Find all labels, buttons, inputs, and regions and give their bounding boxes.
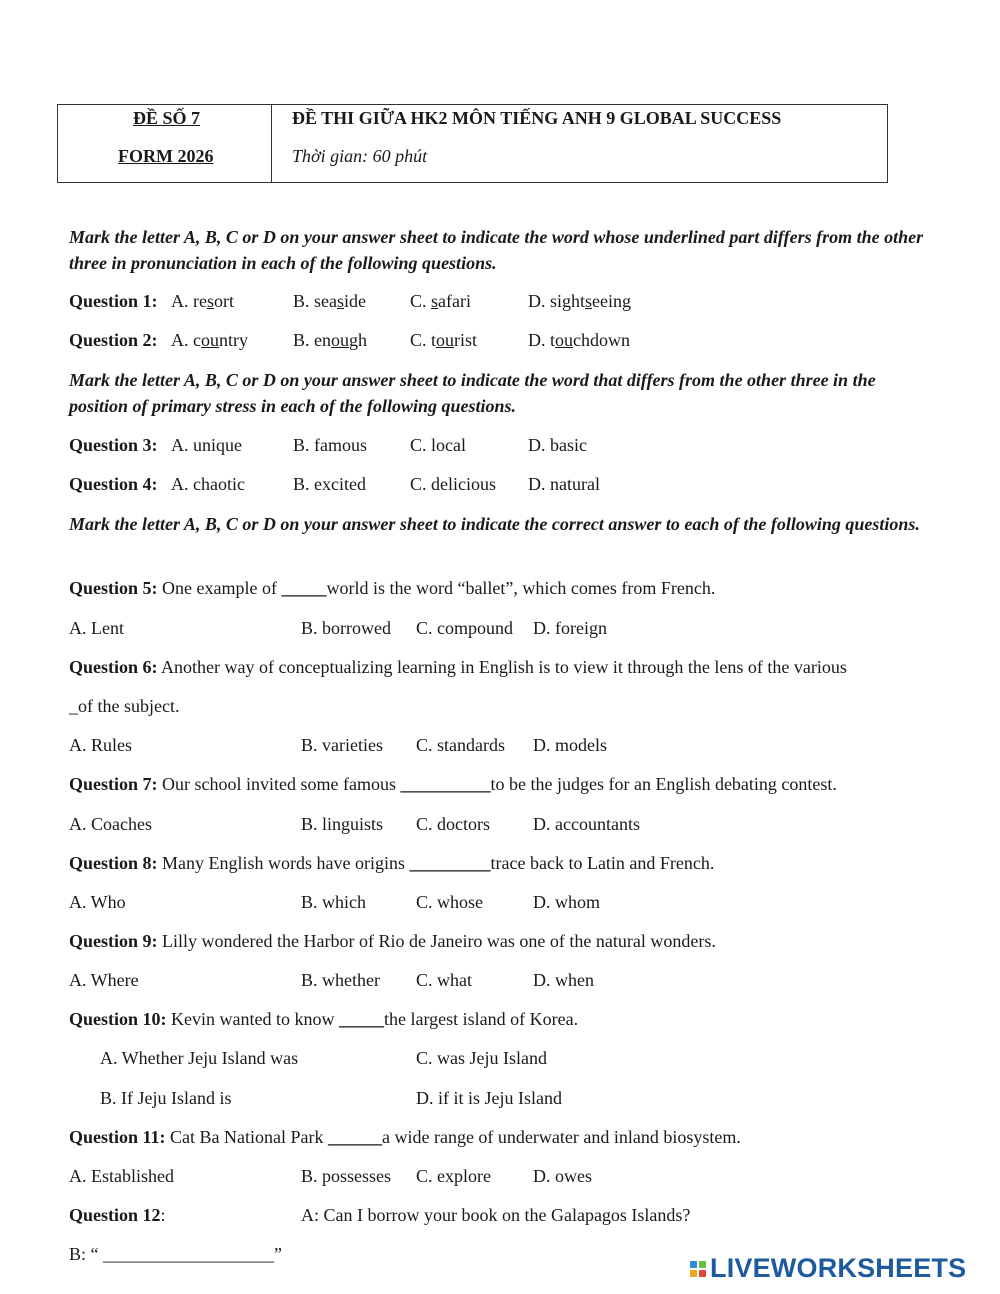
option-d[interactable]: D. foreign	[533, 618, 607, 638]
option-a[interactable]: A. resort	[171, 291, 234, 311]
option-c[interactable]: C. what	[416, 970, 472, 990]
answer-blank: _____	[281, 578, 327, 598]
option-a[interactable]: A. Coaches	[69, 814, 152, 834]
option-d[interactable]: D. natural	[528, 474, 600, 494]
question-11: Question 11: Cat Ba National Park ______a wide range of underwater and inland biosystem.	[69, 1127, 741, 1147]
option-b[interactable]: B. linguists	[301, 814, 384, 834]
option-b[interactable]: B. excited	[293, 474, 366, 494]
instruction-stress: Mark the letter A, B, C or D on your answer sheet to indicate the word that differs from the other three in the position of primary stress in each of the following questions.	[69, 370, 876, 416]
option-d[interactable]: D. basic	[528, 435, 587, 455]
header-divider	[271, 105, 272, 182]
option-c[interactable]: C. whose	[416, 892, 483, 912]
option-c[interactable]: C. delicious	[410, 474, 496, 494]
option-b[interactable]: B. enough	[293, 330, 367, 350]
question-8: Question 8: Many English words have origins _________trace back to Latin and French.	[69, 853, 715, 873]
option-d[interactable]: D. owes	[533, 1166, 592, 1186]
option-a[interactable]: A. Who	[69, 892, 126, 912]
logo-icon	[690, 1261, 706, 1277]
answer-blank: __________	[400, 774, 491, 794]
question-4: Question 4:	[69, 474, 158, 494]
question-12: Question 12:	[69, 1205, 166, 1225]
exam-form: FORM 2026	[118, 146, 214, 166]
exam-title: ĐỀ THI GIỮA HK2 MÔN TIẾNG ANH 9 GLOBAL SUCCESS	[292, 108, 782, 128]
option-b[interactable]: B. borrowed	[301, 618, 391, 638]
instruction-pronunciation: Mark the letter A, B, C or D on your answer sheet to indicate the word whose underlined part differs from the other three in pronunciation in each of the following questions.	[69, 227, 924, 273]
option-a[interactable]: A. Whether Jeju Island was	[100, 1048, 299, 1068]
option-d[interactable]: D. accountants	[533, 814, 640, 834]
question-6: Question 6: Another way of conceptualizing learning in English is to view it through the lens of the various	[69, 657, 847, 677]
option-d[interactable]: D. whom	[533, 892, 600, 912]
option-c[interactable]: C. doctors	[416, 814, 490, 834]
option-b[interactable]: B. seaside	[293, 291, 367, 311]
exam-number: ĐỀ SỐ 7	[133, 108, 201, 128]
question-6-continuation: _of the subject.	[69, 696, 180, 716]
answer-blank: _________	[409, 853, 491, 873]
liveworksheets-logo	[690, 1253, 966, 1284]
option-c[interactable]: C. was Jeju Island	[416, 1048, 547, 1068]
option-b[interactable]: B. whether	[301, 970, 380, 990]
option-b[interactable]: B. varieties	[301, 735, 383, 755]
option-a[interactable]: A. unique	[171, 435, 242, 455]
question-5: Question 5: One example of _____world is the word “ballet”, which comes from French.	[69, 578, 716, 598]
option-c[interactable]: C. tourist	[410, 330, 478, 350]
answer-blank: ______	[327, 1127, 382, 1147]
option-b[interactable]: B. famous	[293, 435, 367, 455]
option-d[interactable]: D. when	[533, 970, 594, 990]
question-label: Question 2:	[69, 330, 158, 350]
option-a[interactable]: A. country	[171, 330, 248, 350]
question-9: Question 9: Lilly wondered the Harbor of Rio de Janeiro was one of the natural wonders.	[69, 931, 716, 951]
question-12-prompt: A: Can I borrow your book on the Galapagos Islands?	[301, 1205, 691, 1225]
question-7: Question 7: Our school invited some famous __________to be the judges for an English debating contest.	[69, 774, 837, 794]
answer-blank: _____	[338, 1009, 384, 1029]
option-d[interactable]: D. if it is Jeju Island	[416, 1088, 562, 1108]
option-a[interactable]: A. chaotic	[171, 474, 245, 494]
question-1	[69, 291, 158, 312]
option-c[interactable]: C. safari	[410, 291, 471, 311]
instruction-correct-answer: Mark the letter A, B, C or D on your answer sheet to indicate the correct answer to each of the following questions.	[69, 514, 920, 534]
option-c[interactable]: C. local	[410, 435, 466, 455]
question-10: Question 10: Kevin wanted to know _____the largest island of Korea.	[69, 1009, 579, 1029]
option-c[interactable]: C. compound	[416, 618, 513, 638]
option-a[interactable]: A. Rules	[69, 735, 132, 755]
option-a[interactable]: A. Lent	[69, 618, 124, 638]
option-d[interactable]: D. sightseeing	[528, 291, 632, 311]
option-b[interactable]: B. which	[301, 892, 366, 912]
question-label: Question 1:	[69, 291, 158, 311]
exam-time: Thời gian: 60 phút	[292, 146, 428, 166]
logo-text: LIVEWORKSHEETS	[710, 1253, 967, 1283]
option-c[interactable]: C. standards	[416, 735, 505, 755]
option-b[interactable]: B. possesses	[301, 1166, 392, 1186]
question-3: Question 3:	[69, 435, 158, 455]
option-b[interactable]: B. If Jeju Island is	[100, 1088, 232, 1108]
answer-input-line[interactable]: B: “ ___________________”	[69, 1244, 282, 1264]
option-a[interactable]: A. Established	[69, 1166, 174, 1186]
option-d[interactable]: D. touchdown	[528, 330, 630, 350]
option-c[interactable]: C. explore	[416, 1166, 491, 1186]
option-a[interactable]: A. Where	[69, 970, 139, 990]
option-d[interactable]: D. models	[533, 735, 607, 755]
question-2	[69, 330, 158, 351]
